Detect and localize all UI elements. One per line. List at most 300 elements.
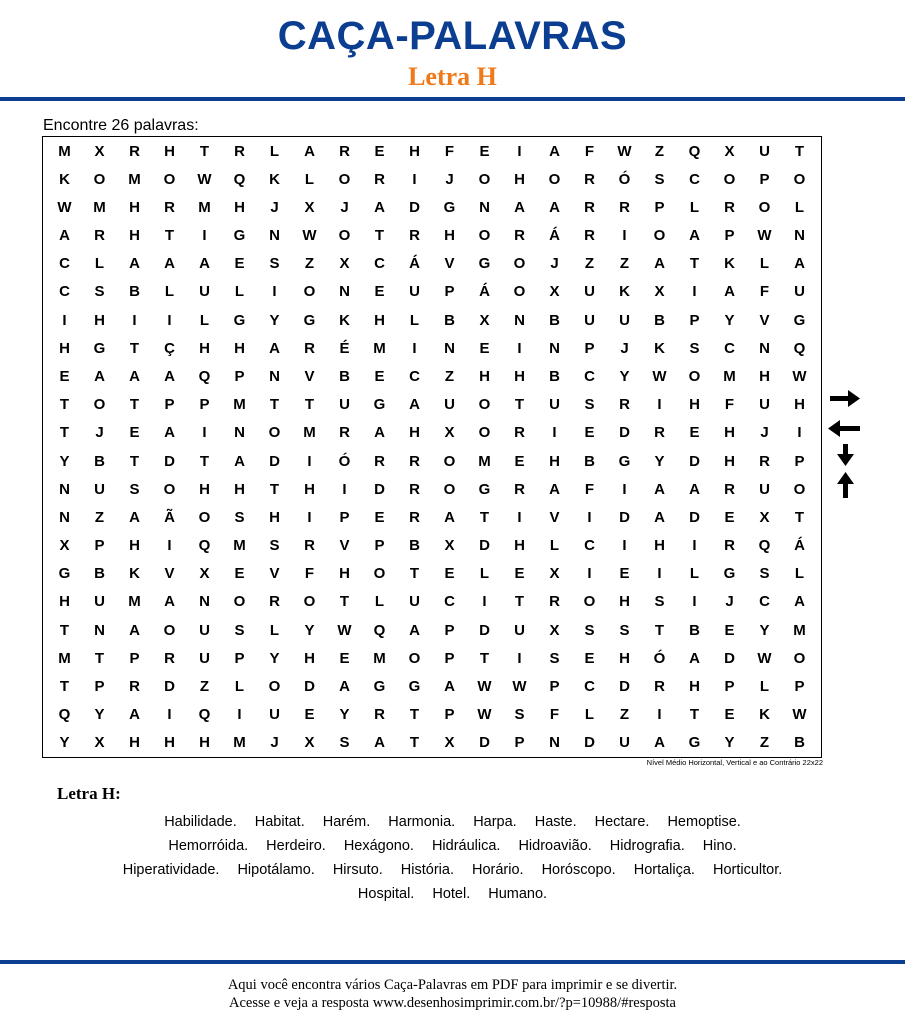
grid-cell: Ó bbox=[338, 452, 351, 470]
word-item: Hospital. bbox=[357, 886, 415, 902]
grid-cell: O bbox=[268, 424, 281, 442]
grid-cell: E bbox=[514, 452, 525, 470]
grid-cell: Z bbox=[584, 255, 595, 273]
grid-cell: P bbox=[724, 678, 735, 696]
grid-cell: O bbox=[793, 649, 806, 667]
grid-cell: U bbox=[199, 621, 210, 639]
grid-cell: I bbox=[622, 480, 627, 498]
grid-cell: Q bbox=[793, 339, 806, 357]
grid-cell: W bbox=[757, 227, 772, 245]
grid-cell: G bbox=[408, 678, 421, 696]
grid-cell: A bbox=[164, 255, 175, 273]
grid-cell: M bbox=[128, 170, 141, 188]
word-item: Hortaliça. bbox=[633, 862, 695, 878]
grid-cell: O bbox=[303, 283, 316, 301]
word-item: Hiperatividade. bbox=[122, 862, 220, 878]
grid-cell: C bbox=[584, 368, 595, 386]
grid-cell: Q bbox=[198, 706, 211, 724]
grid-cell: E bbox=[59, 368, 70, 386]
grid-cell: U bbox=[409, 283, 420, 301]
grid-cell: K bbox=[724, 255, 735, 273]
grid-cell: P bbox=[689, 311, 700, 329]
grid-cell: V bbox=[444, 255, 455, 273]
grid-cell: T bbox=[59, 396, 70, 414]
grid-cell: V bbox=[759, 311, 770, 329]
grid-cell: L bbox=[304, 170, 315, 188]
grid-cell: B bbox=[339, 368, 350, 386]
grid-cell: Y bbox=[339, 706, 350, 724]
grid-cell: P bbox=[94, 678, 105, 696]
grid-cell: U bbox=[584, 311, 595, 329]
direction-arrows bbox=[826, 386, 866, 500]
grid-cell: O bbox=[688, 368, 701, 386]
grid-cell: T bbox=[129, 339, 140, 357]
grid-cell: Q bbox=[198, 368, 211, 386]
word-item: Hipotálamo. bbox=[237, 862, 315, 878]
grid-cell: A bbox=[304, 142, 315, 160]
top-divider bbox=[0, 97, 905, 101]
grid-cell: R bbox=[304, 537, 315, 555]
grid-cell: E bbox=[689, 424, 700, 442]
grid-cell: Q bbox=[373, 621, 386, 639]
grid-cell: L bbox=[549, 537, 560, 555]
grid-cell: P bbox=[654, 198, 665, 216]
grid-cell: T bbox=[409, 706, 420, 724]
grid-cell: J bbox=[725, 593, 734, 611]
grid-cell: Z bbox=[619, 255, 630, 273]
grid-cell: P bbox=[444, 649, 455, 667]
grid-cell: P bbox=[759, 170, 770, 188]
grid-cell: R bbox=[234, 142, 245, 160]
grid-cell: A bbox=[549, 142, 560, 160]
grid-cell: A bbox=[514, 198, 525, 216]
grid-cell: S bbox=[654, 593, 665, 611]
grid-cell: H bbox=[129, 537, 140, 555]
grid-cell: Q bbox=[758, 537, 771, 555]
grid-cell: G bbox=[478, 255, 491, 273]
word-item: Horticultor. bbox=[712, 862, 783, 878]
grid-cell: S bbox=[234, 621, 245, 639]
grid-cell: R bbox=[304, 339, 315, 357]
grid-cell: I bbox=[132, 311, 137, 329]
grid-cell: I bbox=[517, 649, 522, 667]
grid-cell: R bbox=[339, 424, 350, 442]
grid-cell: A bbox=[164, 368, 175, 386]
grid-cell: X bbox=[549, 283, 560, 301]
grid-cell: G bbox=[93, 339, 106, 357]
word-list-heading: Letra H: bbox=[57, 784, 121, 803]
grid-cell: O bbox=[93, 396, 106, 414]
grid-cell: D bbox=[619, 424, 630, 442]
grid-cell: J bbox=[340, 198, 349, 216]
grid-cell: I bbox=[517, 339, 522, 357]
grid-cell: H bbox=[199, 734, 210, 752]
grid-cell: I bbox=[202, 227, 207, 245]
grid-cell: G bbox=[233, 311, 246, 329]
grid-cell: L bbox=[234, 283, 245, 301]
grid-cell: W bbox=[477, 706, 492, 724]
grid-cell: T bbox=[409, 734, 420, 752]
grid-cell: F bbox=[759, 283, 770, 301]
grid-cell: E bbox=[234, 255, 245, 273]
grid-cell: E bbox=[619, 565, 630, 583]
grid-cell: T bbox=[59, 621, 70, 639]
grid-cell: W bbox=[477, 678, 492, 696]
grid-cell: A bbox=[129, 706, 140, 724]
grid-cell: X bbox=[304, 198, 315, 216]
grid-cell: T bbox=[304, 396, 315, 414]
grid-cell: Q bbox=[233, 170, 246, 188]
grid-cell: K bbox=[759, 706, 770, 724]
grid-cell: H bbox=[444, 227, 455, 245]
grid-cell: U bbox=[514, 621, 525, 639]
word-item: Hemorróida. bbox=[168, 838, 249, 854]
grid-cell: O bbox=[478, 227, 491, 245]
grid-cell: M bbox=[128, 593, 141, 611]
grid-cell: A bbox=[199, 255, 210, 273]
grid-cell: H bbox=[619, 649, 630, 667]
grid-cell: O bbox=[723, 170, 736, 188]
grid-cell: M bbox=[303, 424, 316, 442]
grid-cell: S bbox=[129, 480, 140, 498]
grid-cell: A bbox=[94, 368, 105, 386]
grid-cell: K bbox=[654, 339, 665, 357]
grid-cell: D bbox=[479, 734, 490, 752]
grid-cell: P bbox=[339, 508, 350, 526]
grid-cell: B bbox=[94, 452, 105, 470]
arrow-left-icon bbox=[828, 420, 860, 437]
grid-cell: A bbox=[269, 339, 280, 357]
grid-cell: N bbox=[234, 424, 245, 442]
word-item: Harém. bbox=[322, 814, 371, 830]
grid-cell: L bbox=[479, 565, 490, 583]
grid-cell: H bbox=[304, 649, 315, 667]
grid-cell: A bbox=[654, 255, 665, 273]
grid-cell: U bbox=[759, 396, 770, 414]
grid-cell: O bbox=[303, 593, 316, 611]
grid-cell: D bbox=[724, 649, 735, 667]
grid-cell: R bbox=[409, 480, 420, 498]
grid-cell: N bbox=[199, 593, 210, 611]
grid-cell: U bbox=[339, 396, 350, 414]
grid-cell: O bbox=[653, 227, 666, 245]
grid-cell: N bbox=[269, 368, 280, 386]
grid-cell: D bbox=[164, 678, 175, 696]
grid-cell: U bbox=[94, 593, 105, 611]
grid-cell: Ã bbox=[164, 508, 175, 526]
grid-cell: T bbox=[479, 649, 490, 667]
grid-cell: H bbox=[269, 508, 280, 526]
grid-cell: I bbox=[167, 537, 172, 555]
grid-cell: B bbox=[689, 621, 700, 639]
grid-cell: X bbox=[654, 283, 665, 301]
grid-cell: U bbox=[94, 480, 105, 498]
grid-cell: T bbox=[269, 396, 280, 414]
grid-cell: Y bbox=[59, 734, 70, 752]
grid-cell: Ó bbox=[618, 170, 631, 188]
grid-cell: Y bbox=[304, 621, 315, 639]
word-list-line bbox=[0, 858, 905, 882]
grid-cell: A bbox=[689, 227, 700, 245]
grid-cell: I bbox=[342, 480, 347, 498]
grid-cell: R bbox=[269, 593, 280, 611]
grid-cell: Z bbox=[199, 678, 210, 696]
word-item: História. bbox=[400, 862, 454, 878]
grid-cell: L bbox=[409, 311, 420, 329]
grid-cell: L bbox=[94, 255, 105, 273]
grid-cell: L bbox=[199, 311, 210, 329]
grid-cell: N bbox=[59, 508, 70, 526]
grid-cell: N bbox=[549, 734, 560, 752]
grid-cell: Z bbox=[304, 255, 315, 273]
grid-cell: M bbox=[793, 621, 806, 639]
grid-cell: S bbox=[584, 621, 595, 639]
grid-cell: N bbox=[479, 198, 490, 216]
grid-cell: C bbox=[689, 170, 700, 188]
grid-cell: P bbox=[514, 734, 525, 752]
grid-cell: I bbox=[692, 537, 697, 555]
grid-cell: I bbox=[657, 565, 662, 583]
grid-cell: O bbox=[338, 170, 351, 188]
grid-cell: H bbox=[549, 452, 560, 470]
grid-cell: F bbox=[304, 565, 315, 583]
grid-cell: O bbox=[443, 452, 456, 470]
grid-cell: W bbox=[792, 368, 807, 386]
grid-cell: S bbox=[619, 621, 630, 639]
grid-cell: F bbox=[724, 396, 735, 414]
grid-cell: H bbox=[689, 396, 700, 414]
grid-cell: I bbox=[412, 339, 417, 357]
grid-cell: U bbox=[269, 706, 280, 724]
grid-cell: S bbox=[339, 734, 350, 752]
grid-cell: R bbox=[584, 227, 595, 245]
grid-cell: U bbox=[619, 311, 630, 329]
grid-cell: U bbox=[619, 734, 630, 752]
grid-cell: R bbox=[409, 227, 420, 245]
grid-cell: B bbox=[409, 537, 420, 555]
grid-cell: W bbox=[197, 170, 212, 188]
grid-cell: R bbox=[164, 649, 175, 667]
grid-cell: E bbox=[374, 283, 385, 301]
grid-cell: T bbox=[164, 227, 175, 245]
grid-cell: N bbox=[549, 339, 560, 357]
grid-cell: B bbox=[444, 311, 455, 329]
grid-cell: R bbox=[374, 170, 385, 188]
grid-cell: H bbox=[724, 424, 735, 442]
grid-cell: A bbox=[164, 424, 175, 442]
grid-cell: H bbox=[409, 424, 420, 442]
grid-cell: C bbox=[59, 283, 70, 301]
grid-cell: É bbox=[339, 339, 350, 357]
grid-cell: H bbox=[794, 396, 805, 414]
grid-cell: M bbox=[233, 734, 246, 752]
grid-cell: F bbox=[584, 480, 595, 498]
grid-cell: T bbox=[374, 227, 385, 245]
word-item: Humano. bbox=[488, 886, 548, 902]
grid-cell: N bbox=[269, 227, 280, 245]
word-item: Hino. bbox=[702, 838, 737, 854]
grid-cell: J bbox=[270, 198, 279, 216]
page-subtitle: Letra H bbox=[408, 62, 497, 91]
grid-cell: C bbox=[444, 593, 455, 611]
grid-cell: G bbox=[58, 565, 71, 583]
grid-cell: Á bbox=[549, 227, 560, 245]
grid-cell: H bbox=[94, 311, 105, 329]
word-list-line bbox=[0, 882, 905, 906]
grid-cell: J bbox=[550, 255, 559, 273]
grid-cell: H bbox=[129, 227, 140, 245]
grid-cell: R bbox=[584, 170, 595, 188]
grid-cell: A bbox=[234, 452, 245, 470]
grid-cell: O bbox=[93, 170, 106, 188]
grid-cell: A bbox=[444, 678, 455, 696]
grid-cell: K bbox=[59, 170, 70, 188]
grid-cell: R bbox=[374, 452, 385, 470]
grid-cell: B bbox=[549, 311, 560, 329]
grid-cell: I bbox=[692, 593, 697, 611]
grid-cell: H bbox=[234, 339, 245, 357]
grid-cell: G bbox=[793, 311, 806, 329]
grid-cell: I bbox=[622, 537, 627, 555]
grid-cell: R bbox=[94, 227, 105, 245]
grid-cell: D bbox=[409, 198, 420, 216]
grid-cell: S bbox=[269, 537, 280, 555]
grid-cell: L bbox=[584, 706, 595, 724]
grid-cell: R bbox=[654, 678, 665, 696]
grid-cell: H bbox=[164, 734, 175, 752]
grid-cell: L bbox=[689, 565, 700, 583]
grid-cell: I bbox=[167, 311, 172, 329]
grid-cell: W bbox=[512, 678, 527, 696]
grid-cell: D bbox=[374, 480, 385, 498]
grid-cell: N bbox=[759, 339, 770, 357]
grid-cell: T bbox=[794, 508, 805, 526]
grid-cell: K bbox=[129, 565, 140, 583]
grid-cell: Ç bbox=[164, 339, 175, 357]
grid-cell: I bbox=[517, 142, 522, 160]
grid-cell: P bbox=[549, 678, 560, 696]
grid-cell: S bbox=[94, 283, 105, 301]
grid-cell: L bbox=[794, 565, 805, 583]
grid-cell: A bbox=[654, 734, 665, 752]
grid-cell: I bbox=[657, 396, 662, 414]
grid-cell: V bbox=[269, 565, 280, 583]
grid-cell: R bbox=[409, 508, 420, 526]
grid-cell: S bbox=[549, 649, 560, 667]
grid-cell: C bbox=[724, 339, 735, 357]
grid-cell: I bbox=[237, 706, 242, 724]
grid-cell: W bbox=[337, 621, 352, 639]
grid-cell: M bbox=[58, 649, 71, 667]
grid-cell: O bbox=[233, 593, 246, 611]
grid-cell: I bbox=[587, 565, 592, 583]
grid-cell: G bbox=[303, 311, 316, 329]
letter-grid bbox=[43, 137, 821, 757]
grid-cell: X bbox=[759, 508, 770, 526]
grid-cell: E bbox=[234, 565, 245, 583]
grid-cell: Y bbox=[724, 311, 735, 329]
grid-cell: I bbox=[552, 424, 557, 442]
grid-cell: E bbox=[444, 565, 455, 583]
grid-cell: I bbox=[202, 424, 207, 442]
grid-cell: Á bbox=[794, 537, 805, 555]
grid-cell: R bbox=[339, 142, 350, 160]
grid-cell: X bbox=[339, 255, 350, 273]
grid-cell: T bbox=[59, 678, 70, 696]
grid-cell: E bbox=[514, 565, 525, 583]
grid-cell: B bbox=[129, 283, 140, 301]
grid-cell: H bbox=[59, 593, 70, 611]
grid-cell: W bbox=[617, 142, 632, 160]
grid-cell: I bbox=[587, 508, 592, 526]
grid-cell: E bbox=[724, 621, 735, 639]
grid-cell: W bbox=[302, 227, 317, 245]
grid-cell: Y bbox=[619, 368, 630, 386]
grid-cell: A bbox=[689, 480, 700, 498]
grid-cell: A bbox=[129, 621, 140, 639]
grid-cell: X bbox=[479, 311, 490, 329]
grid-cell: H bbox=[129, 734, 140, 752]
grid-cell: Y bbox=[269, 311, 280, 329]
grid-cell: A bbox=[164, 593, 175, 611]
grid-cell: X bbox=[304, 734, 315, 752]
grid-cell: Q bbox=[58, 706, 71, 724]
grid-cell: D bbox=[304, 678, 315, 696]
grid-cell: C bbox=[584, 678, 595, 696]
grid-cell: X bbox=[724, 142, 735, 160]
grid-cell: Q bbox=[688, 142, 701, 160]
grid-cell: I bbox=[797, 424, 802, 442]
grid-cell: X bbox=[59, 537, 70, 555]
grid-cell: O bbox=[793, 480, 806, 498]
grid-cell: H bbox=[199, 480, 210, 498]
grid-cell: P bbox=[164, 396, 175, 414]
grid-cell: L bbox=[164, 283, 175, 301]
grid-cell: O bbox=[163, 621, 176, 639]
grid-cell: I bbox=[62, 311, 67, 329]
grid-cell: A bbox=[794, 593, 805, 611]
grid-cell: S bbox=[514, 706, 525, 724]
grid-cell: T bbox=[129, 452, 140, 470]
grid-cell: O bbox=[478, 396, 491, 414]
grid-cell: Y bbox=[59, 452, 70, 470]
word-search-grid bbox=[42, 136, 822, 758]
grid-cell: V bbox=[339, 537, 350, 555]
grid-cell: T bbox=[409, 565, 420, 583]
grid-cell: I bbox=[167, 706, 172, 724]
grid-cell: P bbox=[584, 339, 595, 357]
grid-cell: D bbox=[619, 508, 630, 526]
grid-cell: H bbox=[514, 170, 525, 188]
grid-cell: U bbox=[759, 142, 770, 160]
grid-cell: A bbox=[689, 649, 700, 667]
grid-cell: Z bbox=[94, 508, 105, 526]
grid-cell: O bbox=[478, 170, 491, 188]
grid-cell: A bbox=[409, 621, 420, 639]
grid-cell: R bbox=[164, 198, 175, 216]
word-item: Habitat. bbox=[254, 814, 305, 830]
grid-cell: G bbox=[373, 396, 386, 414]
grid-cell: P bbox=[794, 678, 805, 696]
grid-cell: D bbox=[164, 452, 175, 470]
grid-cell: H bbox=[374, 311, 385, 329]
grid-cell: A bbox=[549, 198, 560, 216]
grid-cell: A bbox=[374, 734, 385, 752]
grid-cell: L bbox=[794, 198, 805, 216]
grid-cell: M bbox=[198, 198, 211, 216]
word-item: Haste. bbox=[534, 814, 577, 830]
grid-cell: V bbox=[164, 565, 175, 583]
